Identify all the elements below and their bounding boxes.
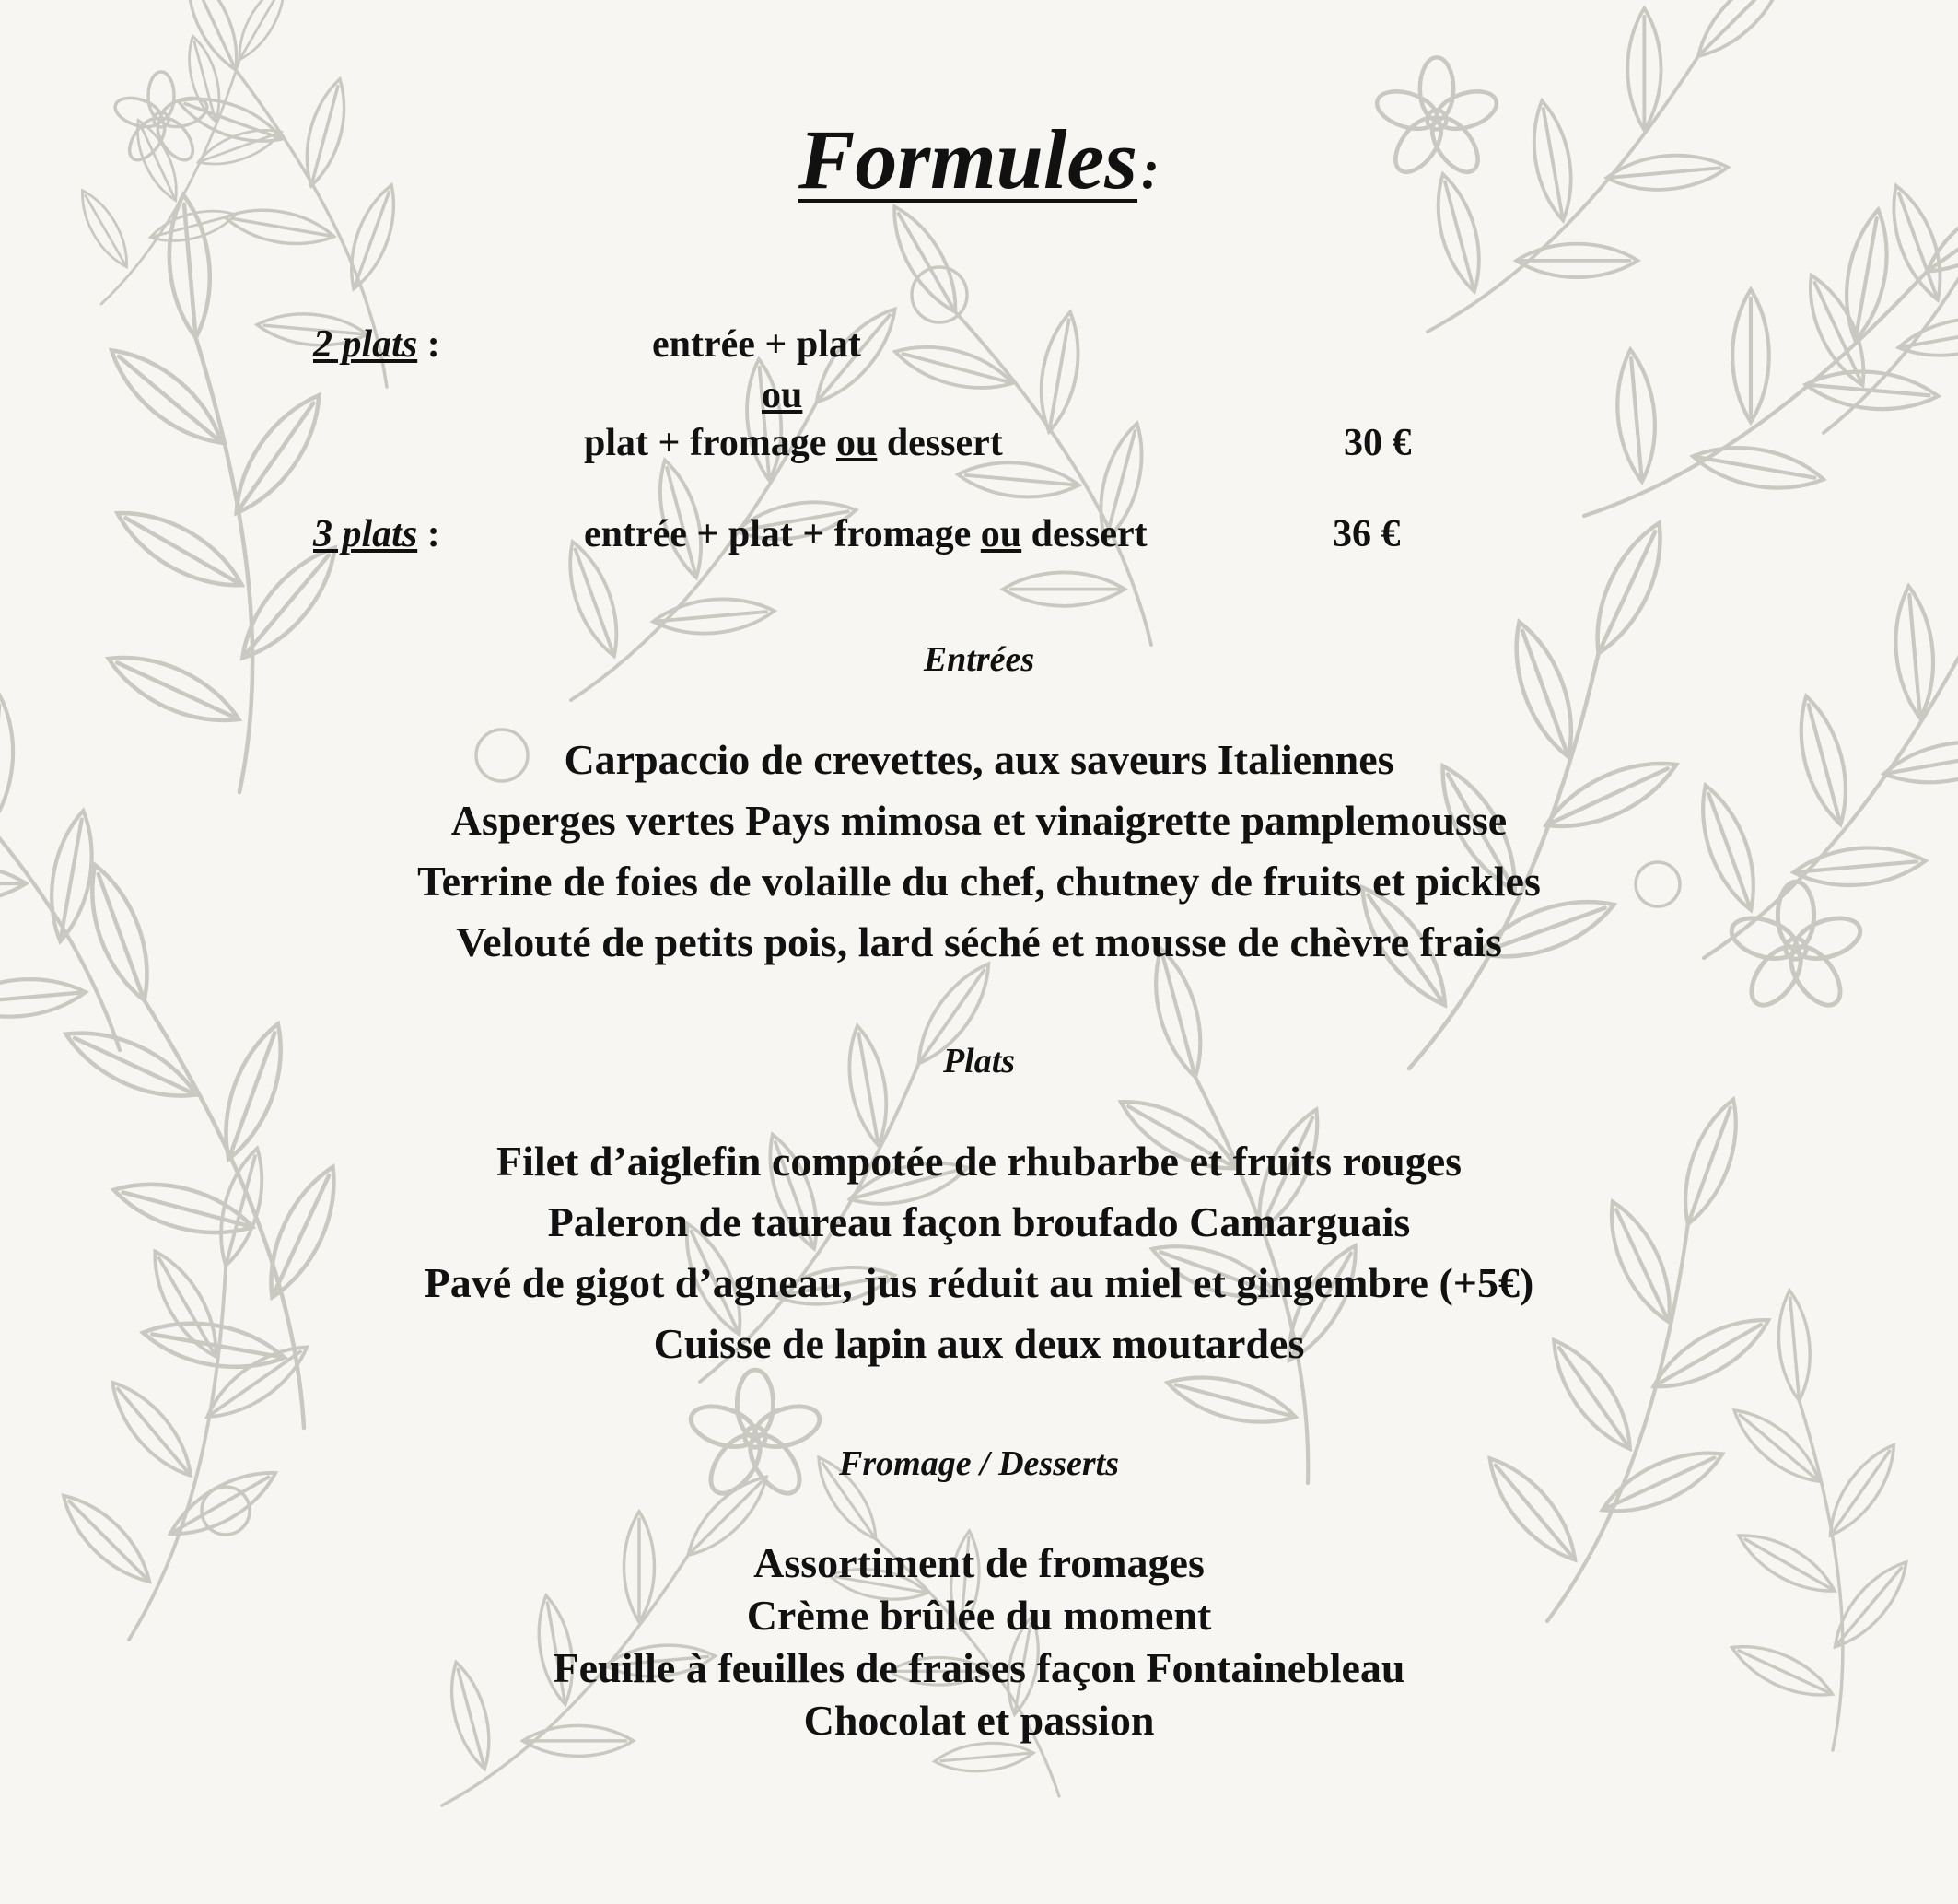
entrees-list [0, 730, 1958, 973]
list-item: Terrine de foies de volaille du chef, chutney de fruits et pickles [417, 858, 1541, 905]
formula-2-label [313, 325, 440, 364]
formula-2-colon: : [426, 323, 440, 366]
formula-2-line-3-a: plat + fromage [584, 422, 827, 464]
list-item: Velouté de petits pois, lard séché et mousse de chèvre frais [456, 918, 1502, 965]
section-heading-plats: Plats [942, 1042, 1016, 1080]
desserts-list [0, 1536, 1958, 1746]
list-item: Cuisse de lapin aux deux moutardes [653, 1320, 1305, 1367]
formula-2-label-text: 2 plats [313, 323, 418, 366]
formula-2-line-3 [584, 424, 1003, 462]
section-heading-entrees: Entrées [923, 640, 1035, 679]
list-item: Chocolat et passion [803, 1697, 1155, 1744]
list-item: Filet d’aiglefin compotée de rhubarbe et fruits rouges [495, 1138, 1463, 1185]
list-item: Feuille à feuilles de fraises façon Fontainebleau [553, 1644, 1405, 1691]
formula-2-line-3-b: dessert [886, 422, 1003, 464]
formula-3-line-b: dessert [1031, 513, 1148, 555]
plats-list [0, 1131, 1958, 1374]
list-item: Crème brûlée du moment [746, 1592, 1212, 1639]
page-title: Formules [798, 112, 1138, 206]
formula-2-line-1: entrée + plat [652, 323, 861, 366]
formula-3-line-or: ou [980, 513, 1022, 555]
list-item: Paleron de taureau façon broufado Camarguais [547, 1198, 1411, 1245]
list-item: Carpaccio de crevettes, aux saveurs Italiennes [564, 736, 1394, 783]
list-item: Assortiment de fromages [753, 1539, 1205, 1586]
title-colon: : [1141, 139, 1160, 200]
formula-3-label [313, 515, 440, 554]
formula-2-or: ou [762, 374, 803, 416]
title-block [0, 111, 1958, 208]
list-item: Pavé de gigot d’agneau, jus réduit au miel et gingembre (+5€) [424, 1259, 1534, 1306]
formula-3-line-a: entrée + plat + fromage [584, 513, 972, 555]
formula-3-line [584, 515, 1148, 554]
list-item: Asperges vertes Pays mimosa et vinaigrette pamplemousse [450, 797, 1508, 844]
formula-3-label-text: 3 plats [313, 513, 418, 555]
section-heading-desserts: Fromage / Desserts [839, 1444, 1119, 1483]
formula-3-colon: : [426, 513, 440, 555]
formula-3-price: 36 € [1333, 513, 1401, 555]
formula-2-line-3-or: ou [835, 422, 878, 464]
formula-2-price: 30 € [1344, 422, 1412, 464]
